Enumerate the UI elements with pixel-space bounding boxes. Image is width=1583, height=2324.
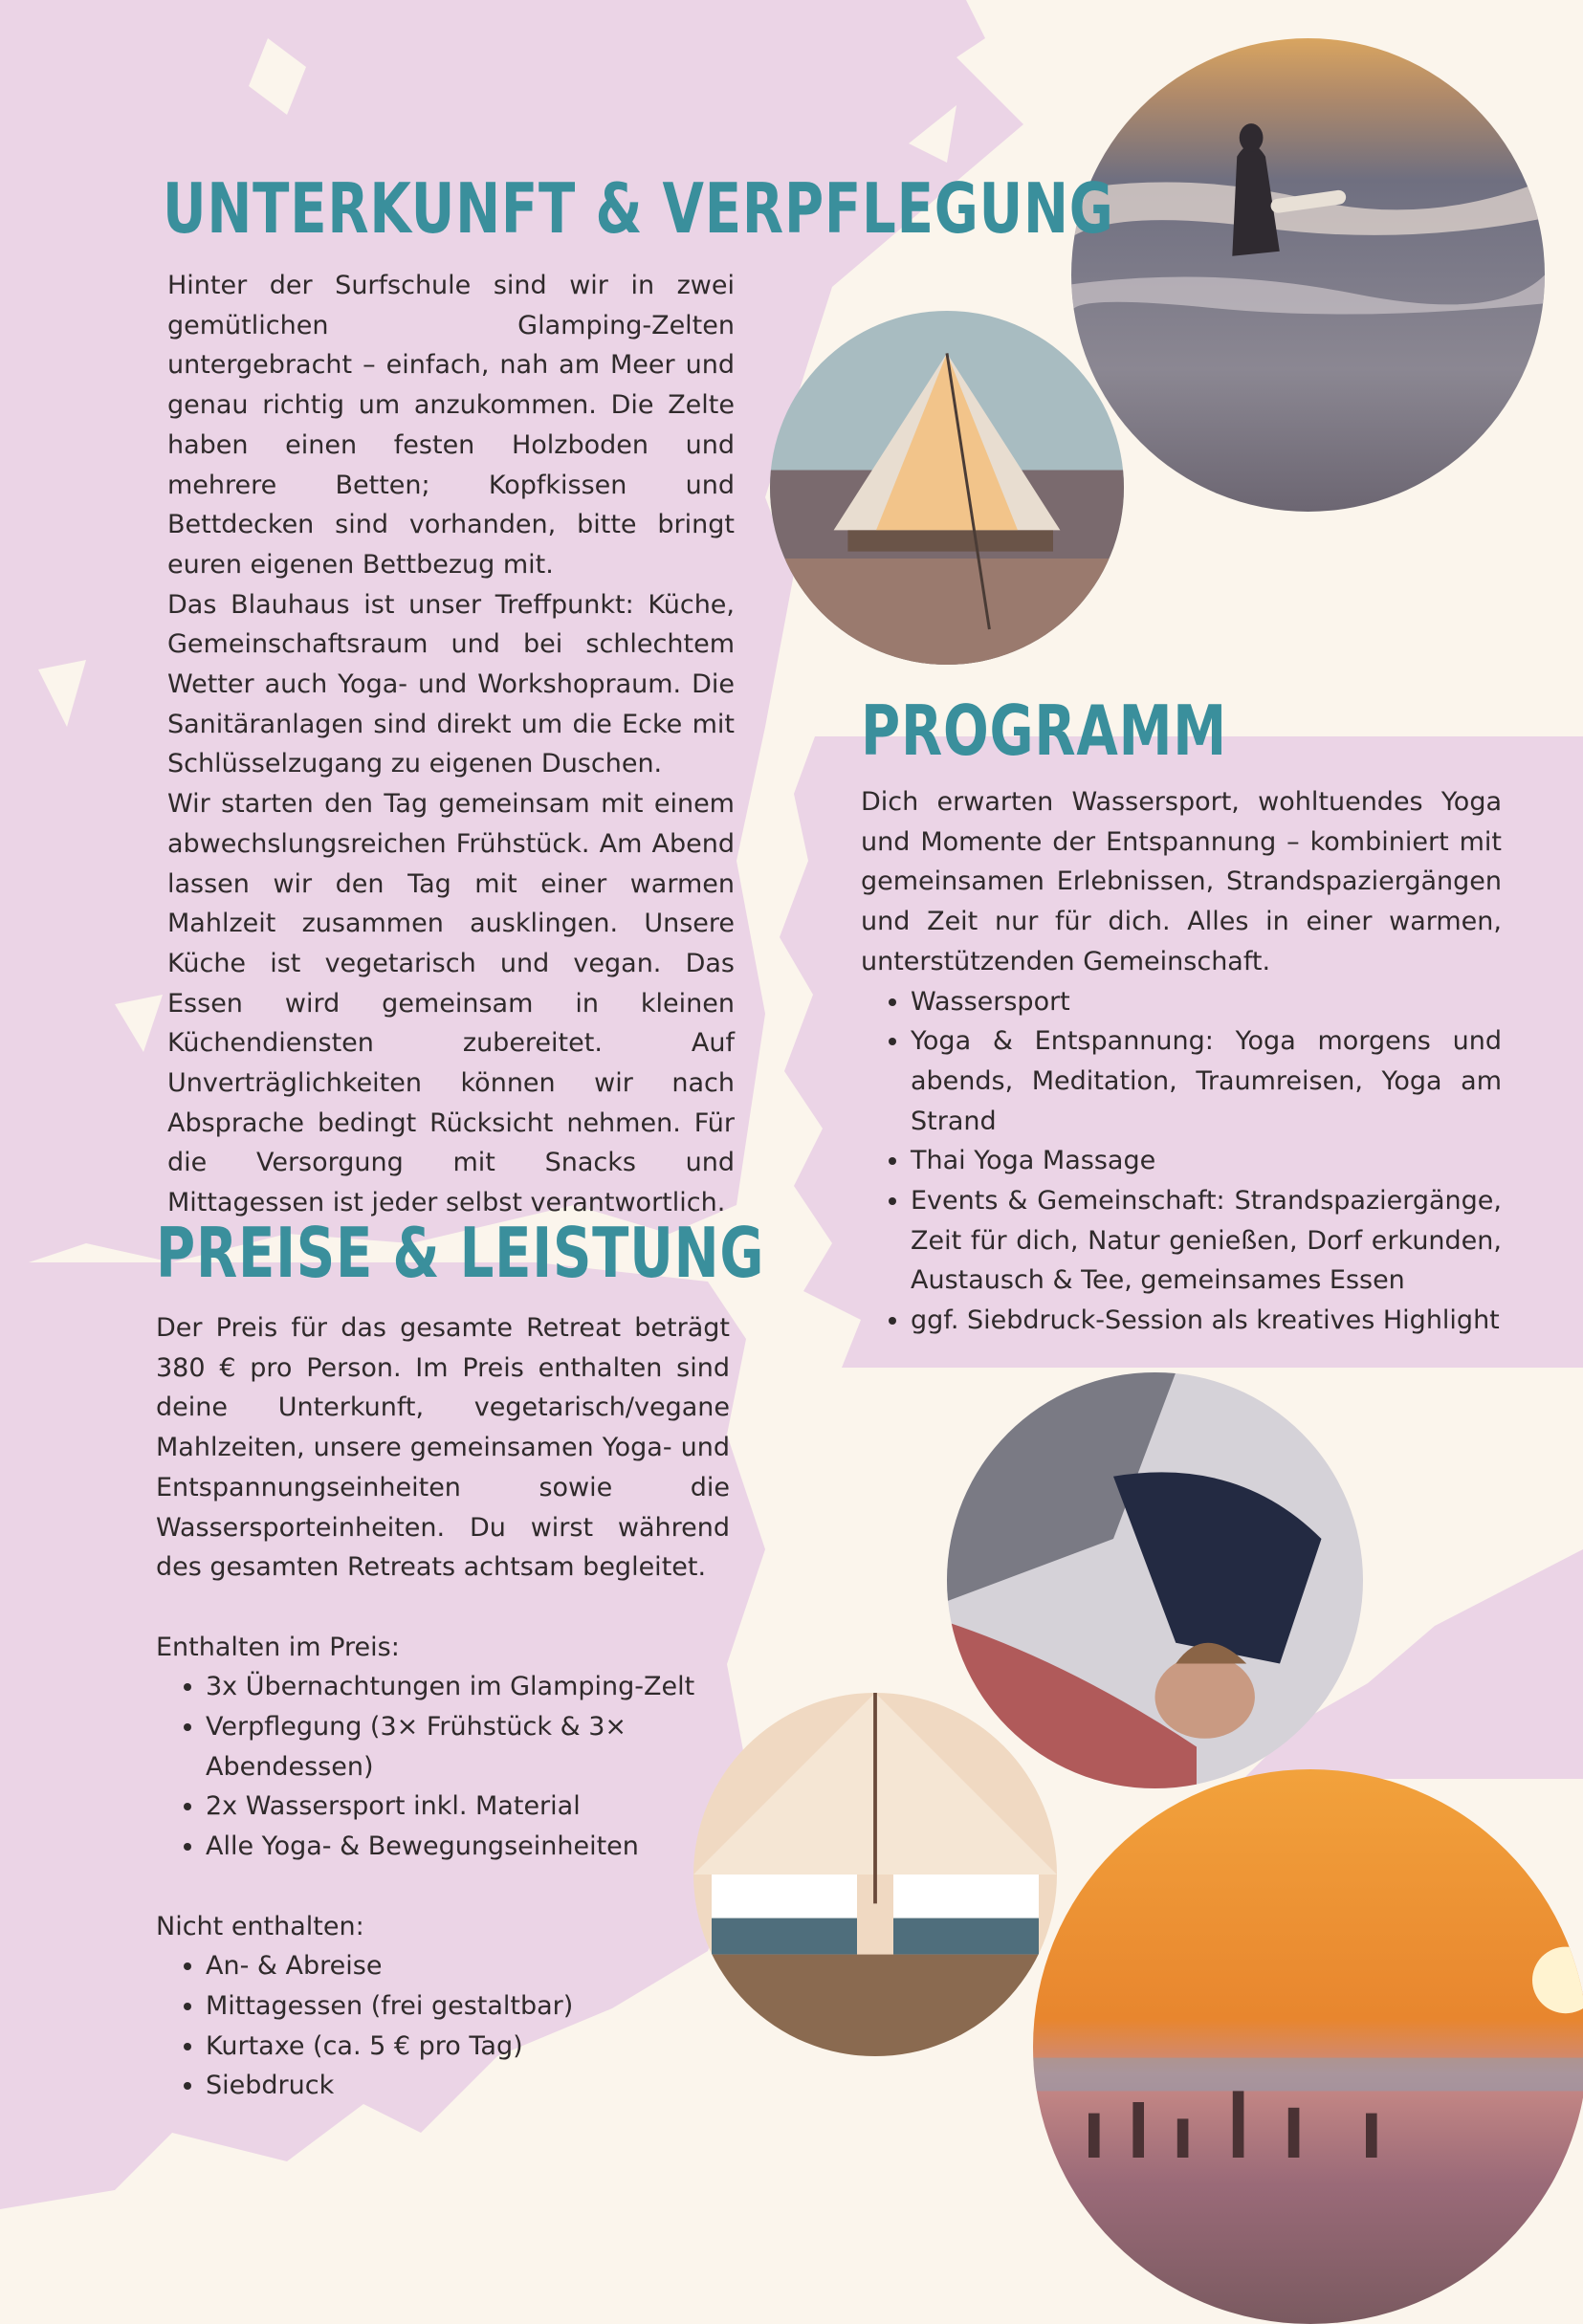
prices-intro: Der Preis für das gesamte Retreat beträgt 380 € pro Person. Im Preis enthalten sind deine Unterkunft, vegetarisch/vegane Mahlzeiten, unsere gemeinsamen Yoga- und Entspannungseinheiten sowie die Wassersporteinheiten. Du wirst während des gesamten Retreats achtsam begleitet. [156,1313,730,1583]
beach-yoga-sunset-photo [1033,1769,1583,2324]
included-item: • 2x Wassersport inkl. Material [206,1787,730,1827]
included-list [156,1667,730,1867]
tent-interior-photo [693,1693,1057,2056]
included-item: • Verpflegung (3× Frühstück & 3× Abendessen) [206,1707,730,1787]
accommodation-paragraph-1: Hinter der Surfschule sind wir in zwei gemütlichen Glamping-Zelten untergebracht – einfach, nah am Meer und genau richtig um anzukommen. Die Zelte haben einen festen Holzboden und mehrere Betten; Kopfkissen und Bettdecken sind vorhanden, bitte bringt euren eigenen Bettbezug mit. [167,271,735,580]
program-heading: PROGRAMM [861,691,1227,771]
program-item: • Thai Yoga Massage [911,1141,1502,1181]
included-item: • Alle Yoga- & Bewegungseinheiten [206,1827,730,1867]
program-item: • Events & Gemeinschaft: Strandspaziergänge, Zeit für dich, Natur genießen, Dorf erkunden, Austausch & Tee, gemeinsames Essen [911,1181,1502,1301]
thai-massage-photo [947,1372,1363,1788]
prices-heading: PREISE & LEISTUNG [156,1213,765,1293]
excluded-list [156,1946,730,2106]
program-list [861,982,1502,1341]
included-label: Enthalten im Preis: [156,1632,400,1662]
program-item: • Yoga & Entspannung: Yoga morgens und abends, Meditation, Traumreisen, Yoga am Strand [911,1021,1502,1141]
accommodation-heading: UNTERKUNFT & VERPFLEGUNG [163,168,1114,249]
included-item: • 3x Übernachtungen im Glamping-Zelt [206,1667,730,1707]
glamping-tent-lights-photo [770,311,1124,665]
excluded-item: • Siebdruck [206,2066,730,2106]
excluded-item: • An- & Abreise [206,1946,730,1986]
accommodation-paragraph-3: Wir starten den Tag gemeinsam mit einem abwechslungsreichen Frühstück. Am Abend lassen wir den Tag mit einer warmen Mahlzeit zusammen ausklingen. Unsere Küche ist vegetarisch und vegan. Das Essen wird gemeinsam in kleinen Küchendiensten zubereitet. Auf Unverträglichkeiten können wir nach Absprache bedingt Rücksicht nehmen. Für die Versorgung mit Snacks und Mittagessen ist jeder selbst verantwortlich. [167,789,735,1218]
excluded-label: Nicht enthalten: [156,1911,364,1941]
program-intro: Dich erwarten Wassersport, wohltuendes Yoga und Momente der Entspannung – kombiniert mit gemeinsamen Erlebnissen, Strandspaziergängen und Zeit nur für dich. Alles in einer warmen, unterstützenden Gemeinschaft. [861,787,1502,976]
accommodation-text [167,266,735,1223]
program-item: • Wassersport [911,982,1502,1022]
excluded-item: • Mittagessen (frei gestaltbar) [206,1986,730,2027]
prices-text [156,1308,730,2106]
program-text [861,782,1502,1341]
excluded-item: • Kurtaxe (ca. 5 € pro Tag) [206,2027,730,2067]
surfer-photo [1071,38,1545,512]
program-item: • ggf. Siebdruck-Session als kreatives Highlight [911,1301,1502,1341]
accommodation-paragraph-2: Das Blauhaus ist unser Treffpunkt: Küche, Gemeinschaftsraum und bei schlechtem Wetter auch Yoga- und Workshopraum. Die Sanitäranlagen sind direkt um die Ecke mit Schlüsselzugang zu eigenen Duschen. [167,589,735,779]
